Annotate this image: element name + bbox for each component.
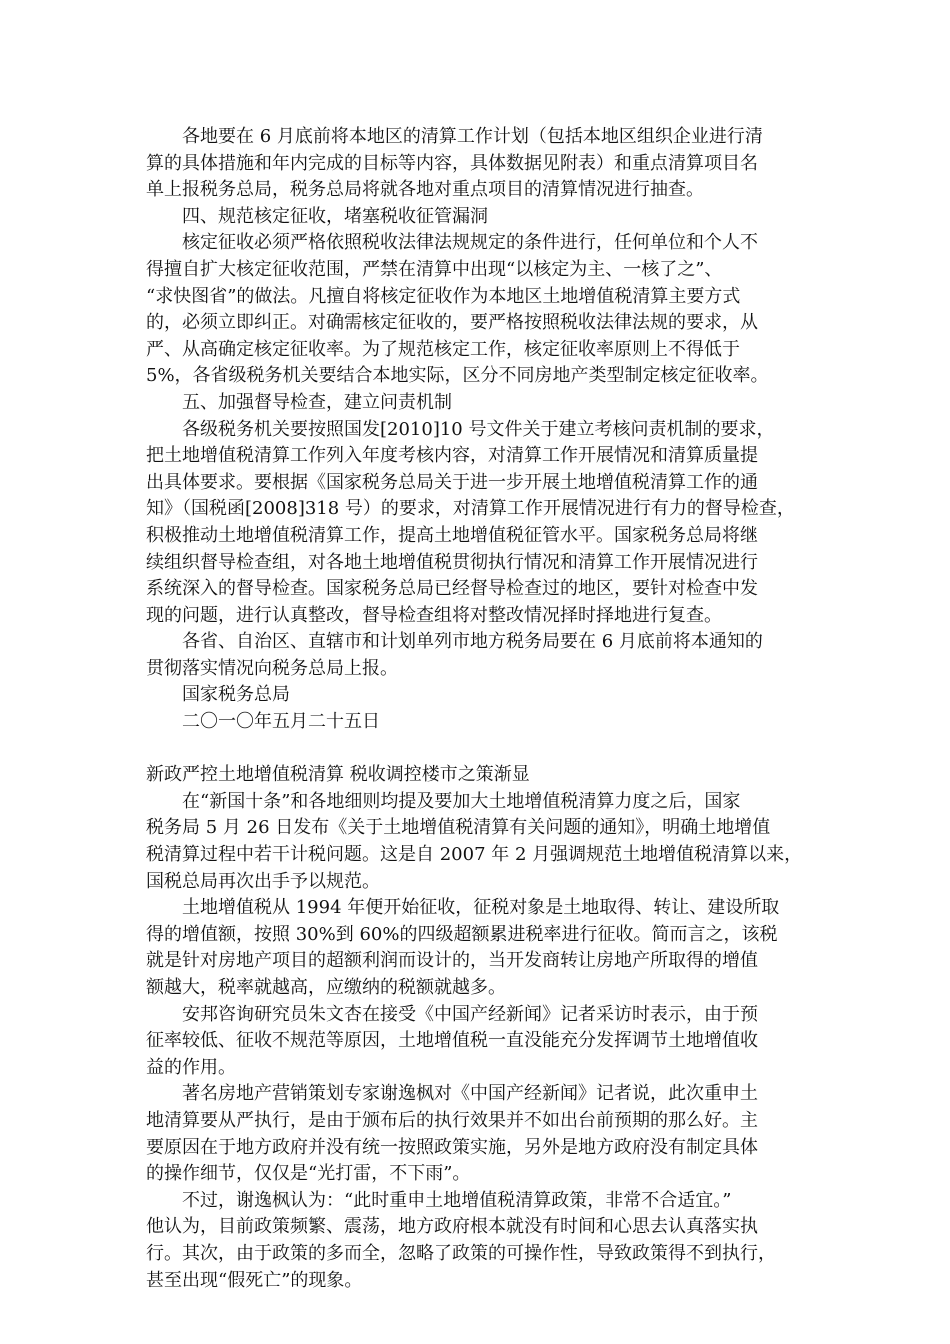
signature-issuer: 国家税务总局 — [182, 684, 290, 706]
paragraph-line: 征率较低、征收不规范等原因，土地增值税一直没能充分发挥调节土地增值收 — [146, 1030, 758, 1052]
paragraph-line: 5%，各省级税务机关要结合本地实际，区分不同房地产类型制定核定征收率。 — [146, 365, 769, 387]
paragraph-line: 各地要在 6 月底前将本地区的清算工作计划（包括本地区组织企业进行清 — [182, 126, 763, 147]
paragraph-line: 安邦咨询研究员朱文杏在接受《中国产经新闻》记者采访时表示，由于预 — [182, 1003, 758, 1025]
document-page — [146, 124, 806, 1294]
paragraph-line: 的，必须立即纠正。对确需核定征收的，要严格按照税收法律法规的要求，从 — [146, 312, 758, 334]
paragraph-line: 不过，谢逸枫认为：“此时重申土地增值税清算政策，非常不合适宜。” — [182, 1189, 732, 1211]
paragraph-line: 就是针对房地产项目的超额利润而设计的，当开发商转让房地产所取得的增值 — [146, 950, 758, 972]
paragraph-line: “求快图省”的做法。凡擅自将核定征收作为本地区土地增值税清算主要方式 — [146, 285, 741, 307]
paragraph-line: 地清算要从严执行，是由于颁布后的执行效果并不如出台前预期的那么好。主 — [146, 1109, 758, 1131]
paragraph-line: 各级税务机关要按照国发[2010]10 号文件关于建立考核问责机制的要求， — [182, 418, 775, 440]
paragraph-line: 积极推动土地增值税清算工作，提高土地增值税征管水平。国家税务总局将继 — [146, 524, 758, 546]
paragraph-line: 得擅自扩大核定征收范围，严禁在清算中出现“以核定为主、一核了之”、 — [146, 258, 723, 280]
paragraph-line: 在“新国十条”和各地细则均提及要加大土地增值税清算力度之后，国家 — [182, 790, 741, 812]
paragraph-line: 要原因在于地方政府并没有统一按照政策实施，另外是地方政府没有制定具体 — [146, 1136, 758, 1158]
paragraph-line: 他认为，目前政策频繁、震荡，地方政府根本就没有时间和心思去认真落实执 — [146, 1216, 758, 1238]
paragraph-line: 税清算过程中若干计税问题。这是自 2007 年 2 月强调规范土地增值税清算以来， — [146, 844, 803, 866]
section-heading: 四、规范核定征收，堵塞税收征管漏洞 — [182, 205, 488, 227]
paragraph-line: 把土地增值税清算工作列入年度考核内容，对清算工作开展情况和清算质量提 — [146, 445, 758, 467]
paragraph-line: 甚至出现“假死亡”的现象。 — [146, 1269, 363, 1291]
paragraph-line: 税务局 5 月 26 日发布《关于土地增值税清算有关问题的通知》，明确土地增值 — [146, 817, 771, 839]
paragraph-line: 各省、自治区、直辖市和计划单列市地方税务局要在 6 月底前将本通知的 — [182, 631, 763, 653]
paragraph-line: 核定征收必须严格依照税收法律法规规定的条件进行，任何单位和个人不 — [182, 232, 758, 254]
paragraph-line: 知》（国税函[2008]318 号）的要求，对清算工作开展情况进行有力的督导检查， — [146, 498, 795, 520]
signature-date: 二〇一〇年五月二十五日 — [182, 711, 380, 733]
article-title: 新政严控土地增值税清算 税收调控楼市之策渐显 — [146, 764, 530, 786]
paragraph-line: 益的作用。 — [146, 1056, 236, 1078]
paragraph-line: 行。其次，由于政策的多而全，忽略了政策的可操作性，导致政策得不到执行， — [146, 1242, 776, 1264]
paragraph-line: 出具体要求。要根据《国家税务总局关于进一步开展土地增值税清算工作的通 — [146, 471, 758, 493]
paragraph-line: 国税总局再次出手予以规范。 — [146, 870, 380, 892]
paragraph-line: 土地增值税从 1994 年便开始征收，征税对象是土地取得、转让、建设所取 — [182, 897, 780, 919]
paragraph-line: 的操作细节，仅仅是“光打雷，不下雨”。 — [146, 1163, 471, 1185]
paragraph-line: 著名房地产营销策划专家谢逸枫对《中国产经新闻》记者说，此次重申土 — [182, 1083, 758, 1105]
paragraph-line: 单上报税务总局，税务总局将就各地对重点项目的清算情况进行抽查。 — [146, 179, 704, 201]
paragraph-line: 贯彻落实情况向税务总局上报。 — [146, 657, 398, 679]
paragraph-line: 续组织督导检查组，对各地土地增值税贯彻执行情况和清算工作开展情况进行 — [146, 551, 758, 573]
paragraph-line: 得的增值额，按照 30%到 60%的四级超额累进税率进行征收。简而言之，该税 — [146, 923, 778, 945]
paragraph-line: 严、从高确定核定征收率。为了规范核定工作，核定征收率原则上不得低于 — [146, 338, 740, 360]
section-heading: 五、加强督导检查，建立问责机制 — [182, 391, 452, 413]
paragraph-line: 额越大，税率就越高，应缴纳的税额就越多。 — [146, 977, 506, 998]
paragraph-line: 算的具体措施和年内完成的目标等内容，具体数据见附表）和重点清算项目名 — [146, 152, 758, 174]
paragraph-line: 现的问题，进行认真整改，督导检查组将对整改情况择时择地进行复查。 — [146, 604, 722, 626]
blank-line — [146, 736, 806, 763]
paragraph-line: 系统深入的督导检查。国家税务总局已经督导检查过的地区，要针对检查中发 — [146, 578, 758, 600]
